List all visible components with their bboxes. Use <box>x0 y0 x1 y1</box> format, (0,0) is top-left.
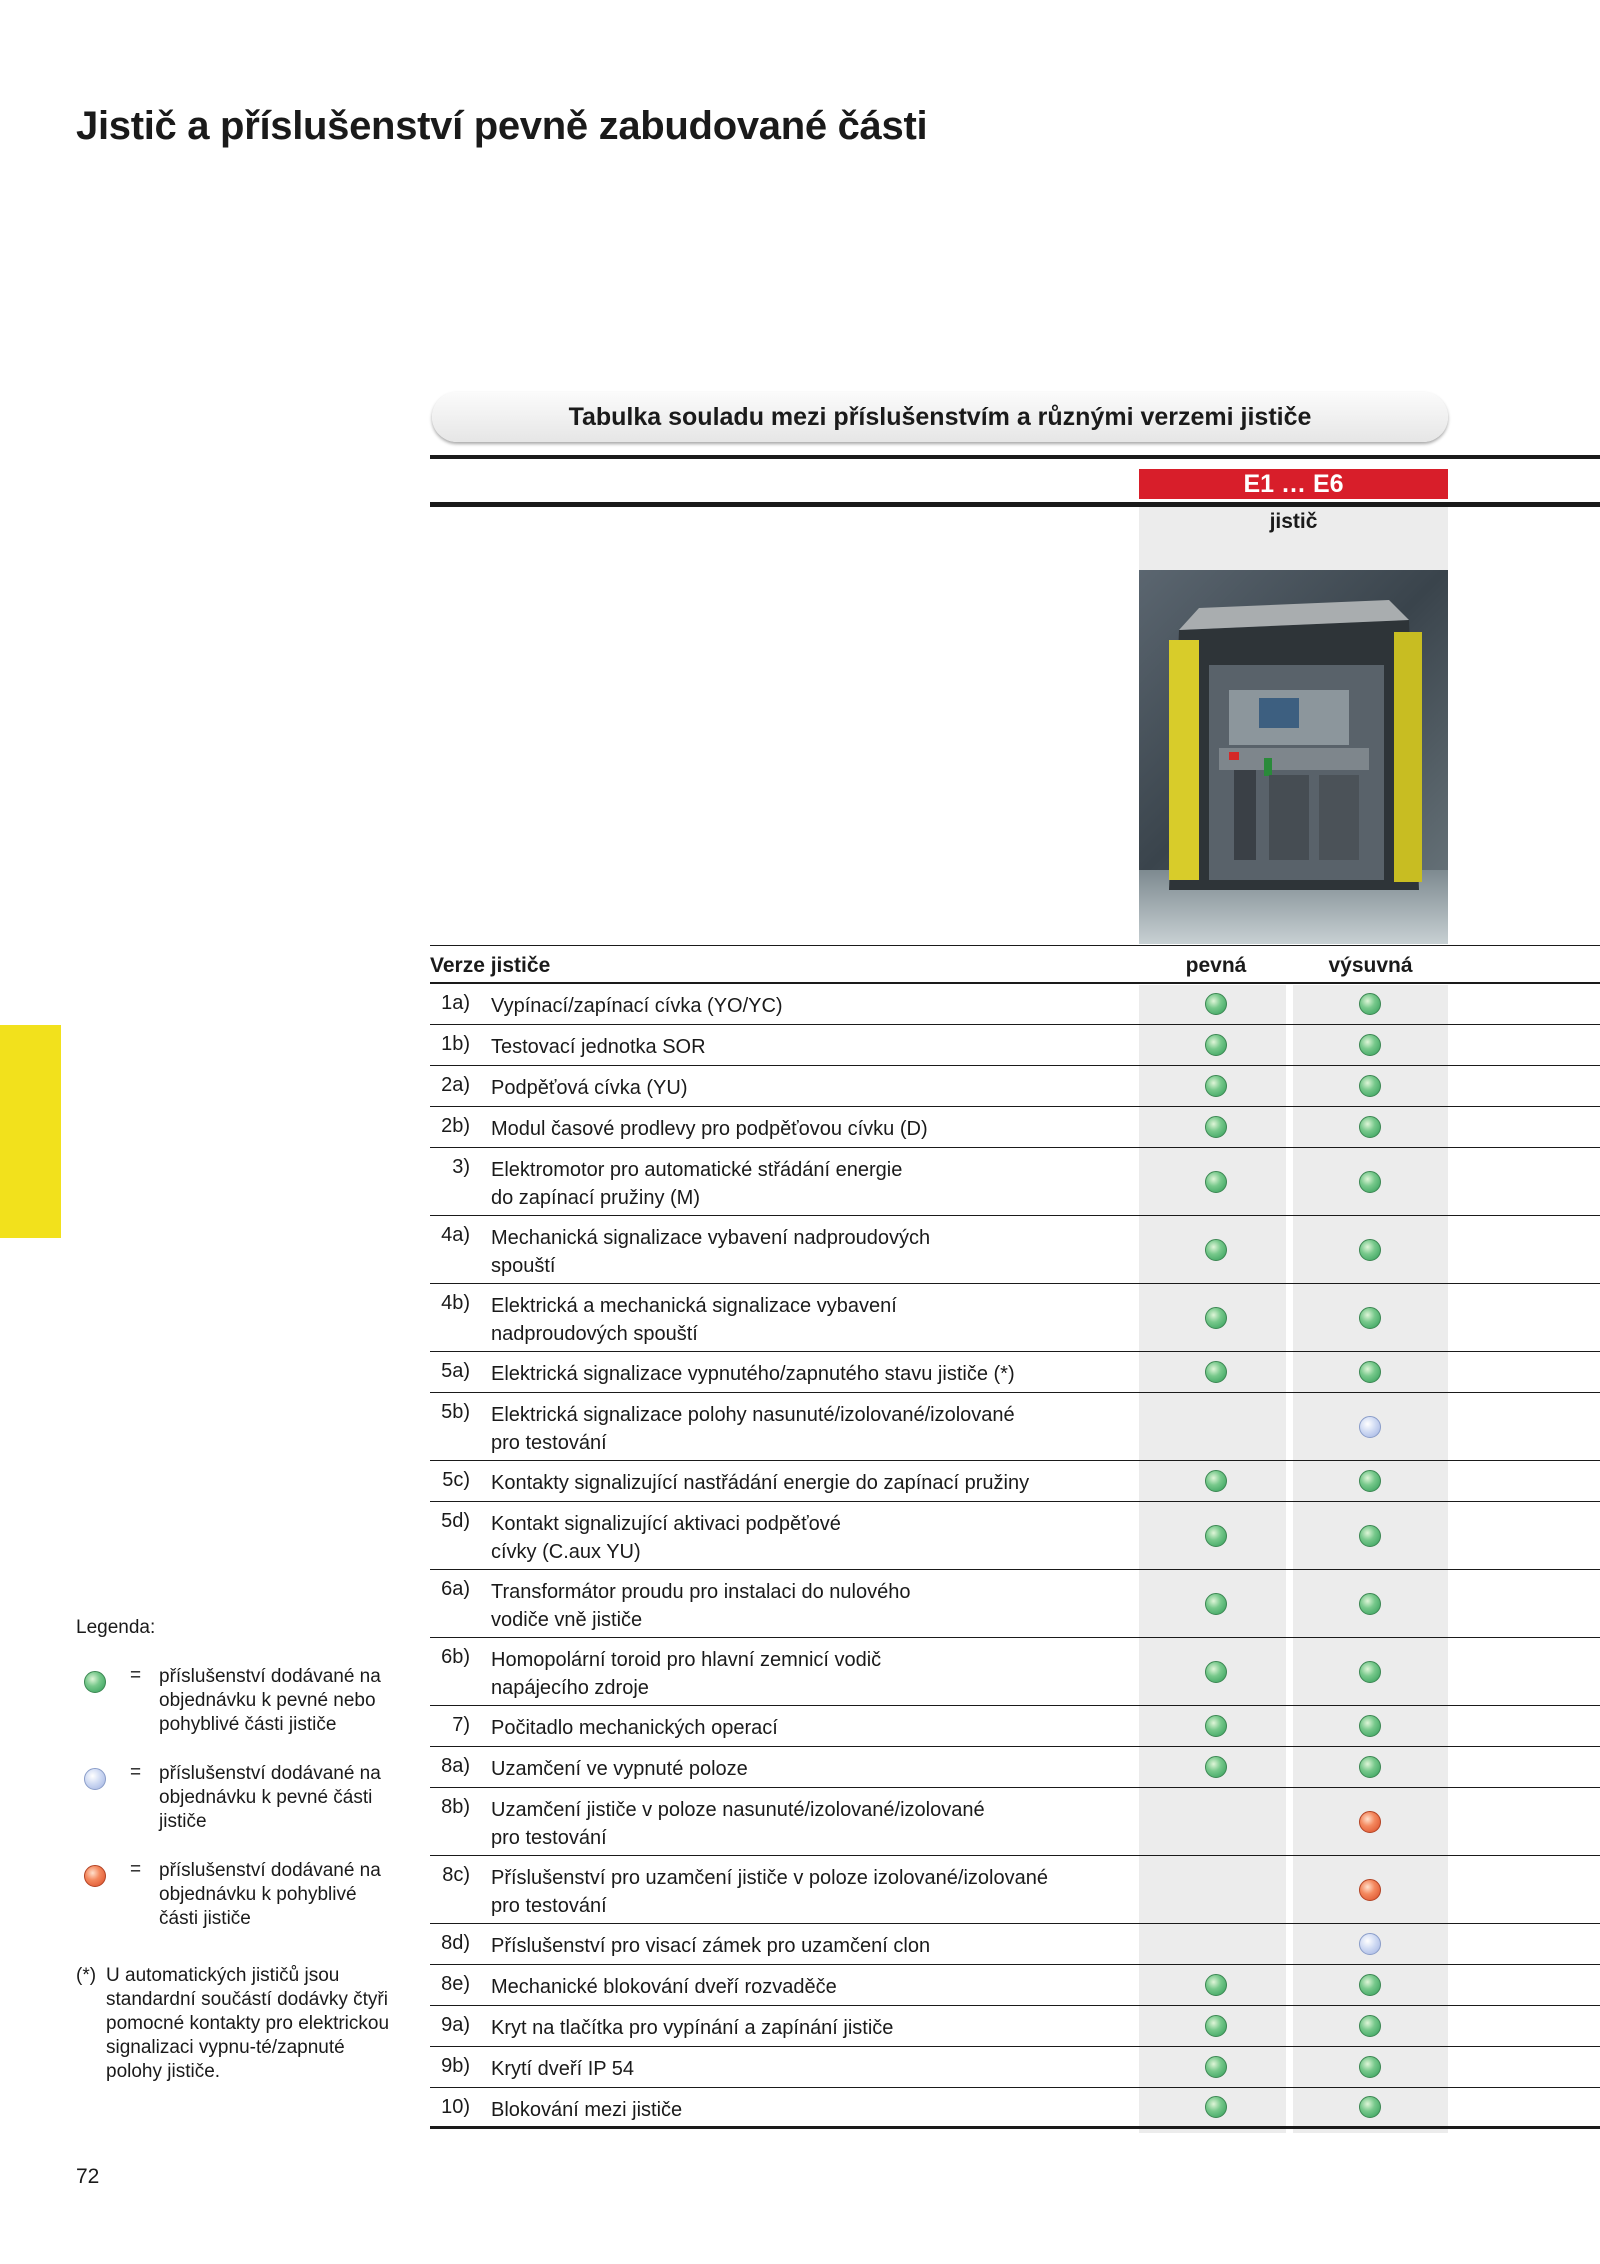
table-header <box>430 945 1600 984</box>
green-dot-icon <box>1359 1171 1381 1193</box>
row-text <box>491 1224 1131 1280</box>
breaker-photo <box>1139 570 1448 944</box>
row-number: 2b) <box>441 1115 470 1137</box>
green-dot-icon <box>1205 1034 1227 1056</box>
row-text-line: do zapínací pružiny (M) <box>491 1187 700 1209</box>
row-text-line: napájecího zdroje <box>491 1677 649 1699</box>
row-text <box>491 1973 1131 2001</box>
green-dot-icon <box>1359 1593 1381 1615</box>
row-number: 2a) <box>441 1074 470 1096</box>
row-number: 10) <box>441 2096 470 2118</box>
row-text-line: Homopolární toroid pro hlavní zemnicí vodič <box>491 1649 882 1671</box>
row-text <box>491 2014 1131 2042</box>
row-number: 3) <box>452 1156 470 1178</box>
table-row <box>430 1856 1600 1924</box>
green-dot-icon <box>1359 1239 1381 1261</box>
blue-dot-icon <box>1359 1416 1381 1438</box>
green-dot-icon <box>1205 1470 1227 1492</box>
row-text-line: Kryt na tlačítka pro vypínání a zapínání jističe <box>491 2017 894 2039</box>
table-row <box>430 1393 1600 1461</box>
table-row <box>430 1107 1600 1148</box>
row-number: 6a) <box>441 1578 470 1600</box>
row-text-line: Krytí dveří IP 54 <box>491 2058 635 2080</box>
row-text-line: Příslušenství pro uzamčení jističe v poloze izolované/izolované <box>491 1867 1048 1889</box>
green-dot-icon <box>1205 2096 1227 2118</box>
table-row <box>430 1148 1600 1216</box>
top-rule <box>430 455 1600 459</box>
green-dot-icon <box>1359 1661 1381 1683</box>
green-dot-icon <box>1359 1361 1381 1383</box>
row-number: 8d) <box>441 1932 470 1954</box>
row-text-line: spouští <box>491 1255 556 1277</box>
row-text <box>491 1156 1131 1212</box>
green-dot-icon <box>1205 1525 1227 1547</box>
row-text-line: Kontakty signalizující nastřádání energie do zapínací pružiny <box>491 1472 1030 1494</box>
green-dot-icon <box>1205 2056 1227 2078</box>
table-row <box>430 1747 1600 1788</box>
row-text <box>491 1510 1131 1566</box>
table-row <box>430 1638 1600 1706</box>
legend-equals: = <box>130 1859 142 1880</box>
row-text-line: Modul časové prodlevy pro podpěťovou cívku (D) <box>491 1118 928 1140</box>
green-dot-icon <box>1205 1756 1227 1778</box>
green-dot-icon <box>1205 1661 1227 1683</box>
green-dot-icon <box>1205 1116 1227 1138</box>
row-text-line: Příslušenství pro visací zámek pro uzamčení clon <box>491 1935 931 1957</box>
row-number: 5c) <box>442 1469 470 1491</box>
legend-text: příslušenství dodávané na objednávku k pevné části jističe <box>159 1763 381 1832</box>
row-text <box>491 1864 1131 1920</box>
table-row <box>430 1788 1600 1856</box>
table-row <box>430 1025 1600 1066</box>
red-dot-icon <box>1359 1811 1381 1833</box>
compatibility-table <box>430 945 1600 2129</box>
table-row <box>430 1461 1600 1502</box>
green-dot-icon <box>1359 2096 1381 2118</box>
green-dot-icon <box>1359 1756 1381 1778</box>
table-row <box>430 2047 1600 2088</box>
row-text <box>491 1033 1131 1061</box>
row-text-line: pro testování <box>491 1432 607 1454</box>
row-text <box>491 1796 1131 1852</box>
row-text <box>491 2055 1131 2083</box>
green-dot-icon <box>1359 1470 1381 1492</box>
green-dot-icon <box>1359 1075 1381 1097</box>
row-text-line: Mechanická signalizace vybavení nadproudových <box>491 1227 931 1249</box>
table-row <box>430 1066 1600 1107</box>
row-number: 9a) <box>441 2014 470 2036</box>
green-dot-icon <box>1205 1974 1227 1996</box>
green-dot-icon <box>1205 1075 1227 1097</box>
green-dot-icon <box>1359 1034 1381 1056</box>
legend-title: Legenda: <box>76 1617 156 1638</box>
row-text <box>491 1932 1131 1960</box>
row-text <box>491 1401 1131 1457</box>
legend-text: příslušenství dodávané na objednávku k pohyblivé části jističe <box>159 1860 381 1929</box>
green-dot-icon <box>1205 1361 1227 1383</box>
row-text-line: Transformátor proudu pro instalaci do nulového <box>491 1581 911 1603</box>
row-text-line: pro testování <box>491 1827 607 1849</box>
table-row <box>430 1284 1600 1352</box>
table-row <box>430 2088 1600 2129</box>
header-fixed: pevná <box>1185 954 1247 977</box>
footnote-text: U automatických jističů jsou standardní součástí dodávky čtyři pomocné kontakty pro elektrickou signalizaci vypnu-té/zapnuté polohy jističe. <box>106 1965 390 2082</box>
green-dot-icon <box>1205 1171 1227 1193</box>
green-dot-icon <box>1359 1525 1381 1547</box>
blue-dot-icon <box>1359 1933 1381 1955</box>
green-dot-icon <box>1205 1593 1227 1615</box>
row-number: 8c) <box>442 1864 470 1886</box>
section-tab <box>0 1025 61 1238</box>
row-text-line: Podpěťová cívka (YU) <box>491 1077 688 1099</box>
series-badge: E1 … E6 <box>1139 469 1448 499</box>
table-row <box>430 1706 1600 1747</box>
green-dot-icon <box>1359 2056 1381 2078</box>
legend-item-green <box>76 1665 396 1762</box>
row-text <box>491 1292 1131 1348</box>
row-text-line: vodiče vně jističe <box>491 1609 643 1631</box>
table-row <box>430 984 1600 1025</box>
row-number: 5a) <box>441 1360 470 1382</box>
footnote-mark: (*) <box>76 1965 97 1986</box>
page-title: Jistič a příslušenství pevně zabudované části <box>76 104 928 148</box>
green-dot-icon <box>1205 2015 1227 2037</box>
row-number: 5b) <box>441 1401 470 1423</box>
row-text <box>491 992 1131 1020</box>
row-text-line: Vypínací/zapínací cívka (YO/YC) <box>491 995 783 1017</box>
row-text <box>491 1115 1131 1143</box>
row-text-line: Elektrická a mechanická signalizace vybavení <box>491 1295 897 1317</box>
page-number: 72 <box>76 2165 100 2188</box>
row-number: 5d) <box>441 1510 470 1532</box>
green-dot-icon <box>1205 1715 1227 1737</box>
red-dot-icon <box>84 1865 106 1887</box>
row-text <box>491 1646 1131 1702</box>
row-number: 8b) <box>441 1796 470 1818</box>
row-text <box>491 2096 1131 2124</box>
row-text <box>491 1578 1131 1634</box>
row-text <box>491 1714 1131 1742</box>
blue-dot-icon <box>84 1768 106 1790</box>
row-number: 4a) <box>441 1224 470 1246</box>
row-text-line: Elektrická signalizace vypnutého/zapnutého stavu jističe (*) <box>491 1363 1015 1385</box>
row-text-line: Testovací jednotka SOR <box>491 1036 706 1058</box>
table-body <box>430 984 1600 2129</box>
green-dot-icon <box>1359 1307 1381 1329</box>
green-dot-icon <box>84 1671 106 1693</box>
legend-equals: = <box>130 1665 142 1686</box>
green-dot-icon <box>1359 993 1381 1015</box>
green-dot-icon <box>1205 1307 1227 1329</box>
legend-item-blue <box>76 1762 396 1859</box>
table-row <box>430 1502 1600 1570</box>
row-text-line: Elektromotor pro automatické střádání energie <box>491 1159 903 1181</box>
row-text-line: Mechanické blokování dveří rozvaděče <box>491 1976 837 1998</box>
row-number: 8e) <box>441 1973 470 1995</box>
table-row <box>430 1216 1600 1284</box>
row-text-line: pro testování <box>491 1895 607 1917</box>
table-row <box>430 2006 1600 2047</box>
row-number: 6b) <box>441 1646 470 1668</box>
legend-text: příslušenství dodávané na objednávku k pevné nebo pohyblivé části jističe <box>159 1666 381 1735</box>
breaker-label: jistič <box>1269 510 1318 533</box>
table-row <box>430 1924 1600 1965</box>
row-number: 9b) <box>441 2055 470 2077</box>
legend <box>76 1617 396 2082</box>
legend-item-red <box>76 1859 396 1956</box>
row-text-line: nadproudových spouští <box>491 1323 698 1345</box>
header-withdrawable: výsuvná <box>1328 954 1413 977</box>
row-text-line: cívky (C.aux YU) <box>491 1541 641 1563</box>
row-text-line: Elektrická signalizace polohy nasunuté/izolované/izolované <box>491 1404 1015 1426</box>
row-text-line: Počitadlo mechanických operací <box>491 1717 778 1739</box>
green-dot-icon <box>1359 1715 1381 1737</box>
row-text-line: Uzamčení ve vypnuté poloze <box>491 1758 748 1780</box>
row-text <box>491 1074 1131 1102</box>
red-dot-icon <box>1359 1879 1381 1901</box>
green-dot-icon <box>1359 1116 1381 1138</box>
green-dot-icon <box>1359 1974 1381 1996</box>
row-text <box>491 1360 1131 1388</box>
table-row <box>430 1352 1600 1393</box>
header-version-label: Verze jističe <box>430 954 551 977</box>
green-dot-icon <box>1205 1239 1227 1261</box>
circuit-breaker-illustration <box>1139 570 1448 944</box>
table-banner: Tabulka souladu mezi příslušenstvím a různými verzemi jističe <box>432 392 1448 442</box>
row-text-line: Uzamčení jističe v poloze nasunuté/izolované/izolované <box>491 1799 985 1821</box>
table-row <box>430 1965 1600 2006</box>
row-text-line: Blokování mezi jističe <box>491 2099 683 2121</box>
row-text-line: Kontakt signalizující aktivaci podpěťové <box>491 1513 841 1535</box>
table-row <box>430 1570 1600 1638</box>
row-text <box>491 1755 1131 1783</box>
row-number: 7) <box>452 1714 470 1736</box>
row-text <box>491 1469 1131 1497</box>
green-dot-icon <box>1359 2015 1381 2037</box>
row-number: 4b) <box>441 1292 470 1314</box>
legend-equals: = <box>130 1762 142 1783</box>
row-number: 1a) <box>441 992 470 1014</box>
green-dot-icon <box>1205 993 1227 1015</box>
row-number: 1b) <box>441 1033 470 1055</box>
row-number: 8a) <box>441 1755 470 1777</box>
